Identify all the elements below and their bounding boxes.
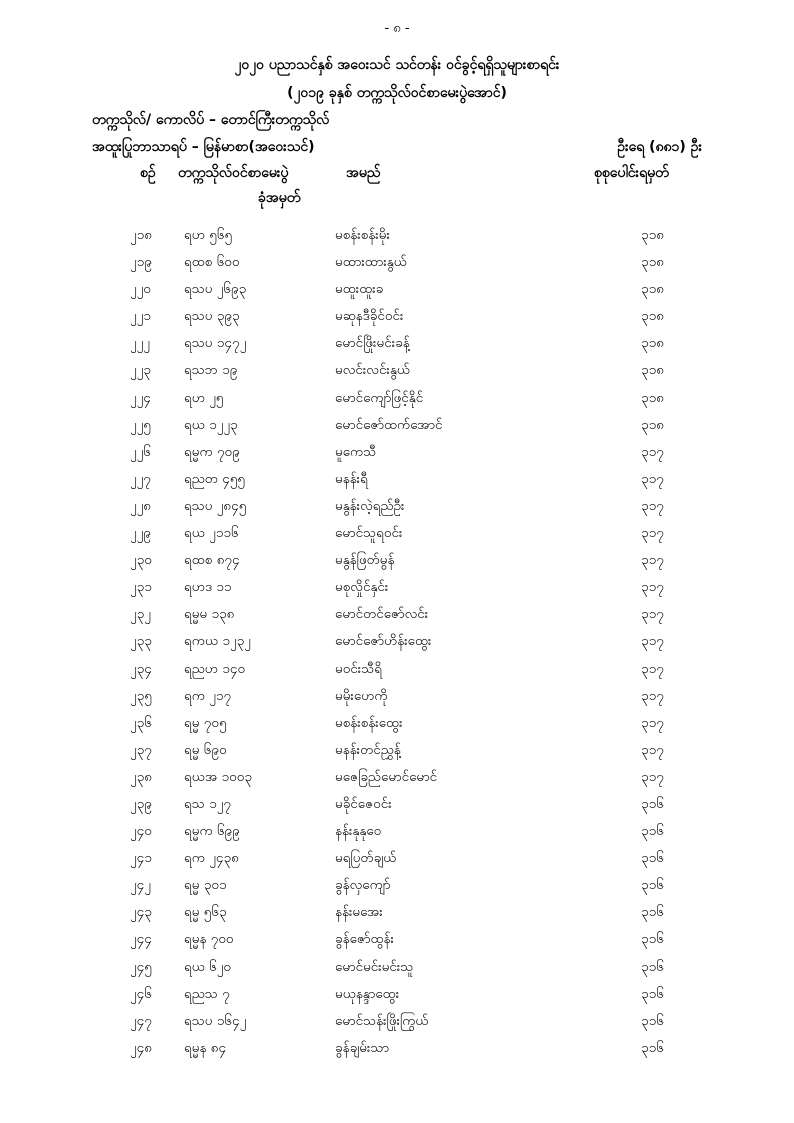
marks-cell: ၃၁၈ (641, 281, 664, 298)
serial-cell: ၂၁၉ (130, 254, 152, 271)
exam-roll-cell: ရသပ ၃၉၃ (184, 308, 240, 325)
table-row (0, 468, 794, 495)
table-row (0, 414, 794, 441)
name-cell: နန်းမအေး (335, 904, 383, 921)
marks-cell: ၃၁၇ (641, 687, 664, 704)
name-cell: မူကေသီ (335, 443, 377, 460)
serial-cell: ၂၁၈ (130, 227, 152, 243)
results-table (0, 224, 794, 1064)
table-row (0, 359, 794, 386)
table-row (0, 1037, 794, 1064)
exam-roll-cell: ရမ္မ ၅၆၃ (184, 904, 227, 921)
serial-cell: ၂၄၁ (130, 850, 152, 867)
table-row (0, 658, 794, 685)
exam-roll-cell: ရသပ ၂၈၄၅ (184, 497, 247, 514)
name-cell: ခွန်ဇော်ထွန်း (335, 931, 394, 948)
table-row (0, 712, 794, 739)
serial-cell: ၂၃၃ (130, 633, 152, 650)
serial-cell: ၂၃၆ (130, 714, 152, 731)
name-cell: မဇေခြည်မောင်မောင် (335, 768, 438, 785)
exam-roll-cell: ရညတ ၄၅၅ (184, 470, 246, 487)
exam-roll-cell: ရညဟ ၁၄၀ (184, 660, 246, 677)
marks-cell: ၃၁၈ (641, 227, 664, 243)
name-cell: မယုနန္ဒာထွေး (335, 985, 400, 1002)
marks-cell: ၃၁၇ (641, 552, 664, 569)
table-row (0, 441, 794, 468)
table-row (0, 332, 794, 359)
page-number: - ၈ - (384, 21, 410, 36)
marks-cell: ၃၁၇ (641, 768, 664, 785)
serial-cell: ၂၃၇ (130, 741, 152, 758)
name-cell: ခွန်ချမ်းသာ (335, 1039, 390, 1056)
serial-cell: ၂၂၂ (130, 335, 150, 352)
table-row (0, 820, 794, 847)
exam-roll-cell: ရမ္မက ၇၀၉ (184, 443, 240, 460)
serial-cell: ၂၃၉ (130, 795, 152, 812)
header-total-marks: စုစုပေါင်းရမှတ် (594, 165, 669, 181)
header-exam-roll: တက္ကသိုလ်ဝင်စာမေးပွဲ (178, 165, 289, 181)
serial-cell: ၂၃၀ (130, 552, 152, 569)
name-cell: မောင်မင်းမင်းသူ (335, 958, 414, 975)
table-row (0, 956, 794, 983)
table-row (0, 874, 794, 901)
serial-cell: ၂၃၂ (130, 606, 151, 623)
marks-cell: ၃၁၇ (641, 470, 664, 487)
serial-cell: ၂၂၇ (130, 470, 151, 487)
serial-cell: ၂၃၁ (130, 579, 152, 596)
name-cell: မောင်ကျော်ဖြင့်နိုင် (335, 389, 424, 406)
serial-cell: ၂၄၇ (130, 1012, 152, 1029)
table-row (0, 495, 794, 522)
marks-cell: ၃၁၇ (641, 579, 664, 596)
marks-cell: ၃၁၈ (641, 335, 664, 352)
exam-roll-cell: ရညသ ၇ (184, 985, 230, 1002)
table-row (0, 251, 794, 278)
table-row (0, 847, 794, 874)
name-cell: မထားထားနွယ် (335, 254, 407, 271)
exam-roll-cell: ရမ္မ ၆၉၀ (184, 741, 227, 758)
marks-cell: ၃၁၆ (641, 1039, 664, 1056)
table-row (0, 387, 794, 414)
marks-cell: ၃၁၇ (641, 660, 664, 677)
name-cell: မထူးထူးခ (335, 281, 384, 298)
marks-cell: ၃၁၆ (641, 795, 664, 812)
name-cell: မစုလှိုင်နှင်း (335, 579, 389, 596)
marks-cell: ၃၁၈ (641, 389, 664, 406)
serial-cell: ၂၄၅ (130, 958, 152, 975)
marks-cell: ၃၁၆ (641, 958, 664, 975)
table-row (0, 685, 794, 712)
table-row (0, 576, 794, 603)
marks-cell: ၃၁၈ (641, 254, 664, 271)
name-cell: ခွန်လှကျော် (335, 877, 391, 894)
name-cell: မဝင်းသီရိ (335, 660, 383, 677)
serial-cell: ၂၃၈ (130, 768, 152, 785)
exam-roll-cell: ရထစ ၈၇၄ (184, 552, 240, 569)
document-title: ၂၀၂၀ ပညာသင်နှစ် အဝေးသင် သင်တန်း ဝင်ခွင့်ရရှိသူများစာရင်း (234, 57, 560, 73)
marks-cell: ၃၁၈ (641, 416, 664, 433)
exam-roll-cell: ရသပ ၁၄၇၂ (184, 335, 247, 352)
marks-cell: ၃၁၇ (641, 606, 664, 623)
exam-roll-cell: ရမ္မ ၃၀၁ (184, 877, 227, 894)
serial-cell: ၂၂၆ (130, 443, 151, 460)
name-cell: မလင်းလင်းနွယ် (335, 362, 410, 379)
exam-roll-cell: ရထစ ၆၀၀ (184, 254, 240, 271)
name-cell: မစန်းစန်းထွေး (335, 714, 403, 731)
exam-roll-cell: ရမ္မန ၈၄ (184, 1039, 227, 1056)
marks-cell: ၃၁၇ (641, 714, 664, 731)
serial-cell: ၂၂၄ (130, 389, 151, 406)
name-cell: မခိုင်ဇေဝင်း (335, 795, 392, 812)
serial-cell: ၂၂၅ (130, 416, 151, 433)
exam-roll-cell: ရယ ၁၂၂၃ (184, 416, 238, 433)
header-name: အမည် (346, 165, 381, 181)
serial-cell: ၂၄၂ (130, 877, 151, 894)
serial-cell: ၂၂၃ (130, 362, 151, 379)
exam-roll-cell: ရသပ ၁၆၄၂ (184, 1012, 247, 1029)
table-row (0, 1010, 794, 1037)
name-cell: မောင်ဖြိုးမင်းခန့် (335, 335, 410, 352)
table-row (0, 224, 794, 251)
header-exam-roll-sub: ခုံအမှတ် (258, 190, 301, 206)
table-row (0, 793, 794, 820)
marks-cell: ၃၁၆ (641, 823, 664, 840)
exam-roll-cell: ရမ္မန ၇၀၀ (184, 931, 234, 948)
serial-cell: ၂၃၄ (130, 660, 152, 677)
name-cell: မစန်းစန်းမိုး (335, 227, 390, 243)
serial-cell: ၂၄၄ (130, 931, 152, 948)
name-cell: မနန်းရီ (335, 470, 368, 487)
serial-cell: ၂၄၀ (130, 823, 152, 840)
table-row (0, 901, 794, 928)
name-cell: မနွန်းလဲ့ရည်ဦး (335, 497, 405, 514)
name-cell: မနန်းတင်ညွှန့် (335, 741, 401, 758)
exam-roll-cell: ရဟ ၅၆၅ (184, 227, 233, 243)
name-cell: မမိုးဟေကို (335, 687, 388, 704)
exam-roll-cell: ရသပ ၂၆၉၃ (184, 281, 247, 298)
table-row (0, 928, 794, 955)
marks-cell: ၃၁၇ (641, 443, 664, 460)
exam-roll-cell: ရက ၂၁၇ (184, 687, 232, 704)
exam-roll-cell: ရသ ၁၂၇ (184, 795, 231, 812)
exam-roll-cell: ရက ၂၄၃၈ (184, 850, 239, 867)
serial-cell: ၂၂၁ (130, 308, 151, 325)
serial-cell: ၂၄၈ (130, 1039, 152, 1056)
serial-cell: ၂၄၃ (130, 904, 152, 921)
marks-cell: ၃၁၆ (641, 877, 664, 894)
marks-cell: ၃၁၆ (641, 985, 664, 1002)
exam-roll-cell: ရယ ၆၂၀ (184, 958, 231, 975)
table-row (0, 305, 794, 332)
table-row (0, 983, 794, 1010)
table-row (0, 278, 794, 305)
marks-cell: ၃၁၈ (641, 308, 664, 325)
marks-cell: ၃၁၆ (641, 1012, 664, 1029)
exam-roll-cell: ရယအ ၁၀၀၃ (184, 768, 252, 785)
marks-cell: ၃၁၆ (641, 931, 664, 948)
exam-roll-cell: ရမ္မက ၆၉၉ (184, 823, 240, 840)
name-cell: မောင်သူရဝင်း (335, 525, 403, 542)
name-cell: မရပြတ်ချယ် (335, 850, 397, 867)
table-row (0, 739, 794, 766)
name-cell: မောင်ဇော်ထက်အောင် (335, 416, 443, 433)
marks-cell: ၃၁၇ (641, 497, 664, 514)
name-cell: နန်းနုနုဝေ (335, 823, 382, 840)
serial-cell: ၂၂၉ (130, 525, 151, 542)
exam-roll-cell: ရဟ ၂၅ (184, 389, 224, 406)
table-row (0, 549, 794, 576)
total-count: ဦးရေ (၈၈၁) ဦး (617, 139, 702, 155)
serial-cell: ၂၂၈ (130, 497, 151, 514)
exam-roll-cell: ရမ္မ ၇၀၅ (184, 714, 227, 731)
marks-cell: ၃၁၆ (641, 904, 664, 921)
name-cell: မဆုနဒီခိုင်ဝင်း (335, 308, 404, 325)
document-subtitle: (၂၀၁၉ ခုနှစ် တက္ကသိုလ်ဝင်စာမေးပွဲအောင်) (287, 85, 507, 101)
header-serial: စဉ် (140, 165, 156, 181)
exam-roll-cell: ရယ ၂၁၁၆ (184, 525, 239, 542)
name-cell: မနွန်ဖြတ်မွန် (335, 552, 395, 569)
exam-roll-cell: ရကယ ၁၂၃၂ (184, 633, 251, 650)
table-row (0, 630, 794, 657)
exam-roll-cell: ရဟဒ ၁၁ (184, 579, 232, 596)
marks-cell: ၃၁၇ (641, 525, 664, 542)
table-row (0, 603, 794, 630)
subject-line: အထူးပြုဘာသာရပ် – မြန်မာစာ(အဝေးသင်) (92, 139, 315, 155)
marks-cell: ၃၁၇ (641, 741, 664, 758)
marks-cell: ၃၁၆ (641, 850, 664, 867)
name-cell: မောင်တင်ဇော်လင်း (335, 606, 429, 623)
name-cell: မောင်သန်းဖြိုးကြွယ် (335, 1012, 429, 1029)
table-row (0, 522, 794, 549)
name-cell: မောင်ဇော်ဟိန်းထွေး (335, 633, 432, 650)
university-line: တက္ကသိုလ်/ ကောလိပ် – တောင်ကြီးတက္ကသိုလ် (92, 112, 330, 128)
exam-roll-cell: ရမ္မမ ၁၃၈ (184, 606, 235, 623)
serial-cell: ၂၄၆ (130, 985, 152, 1002)
serial-cell: ၂၃၅ (130, 687, 152, 704)
table-row (0, 766, 794, 793)
marks-cell: ၃၁၈ (641, 362, 664, 379)
serial-cell: ၂၂၀ (130, 281, 151, 298)
marks-cell: ၃၁၇ (641, 633, 664, 650)
exam-roll-cell: ရသဘ ၁၉ (184, 362, 238, 379)
